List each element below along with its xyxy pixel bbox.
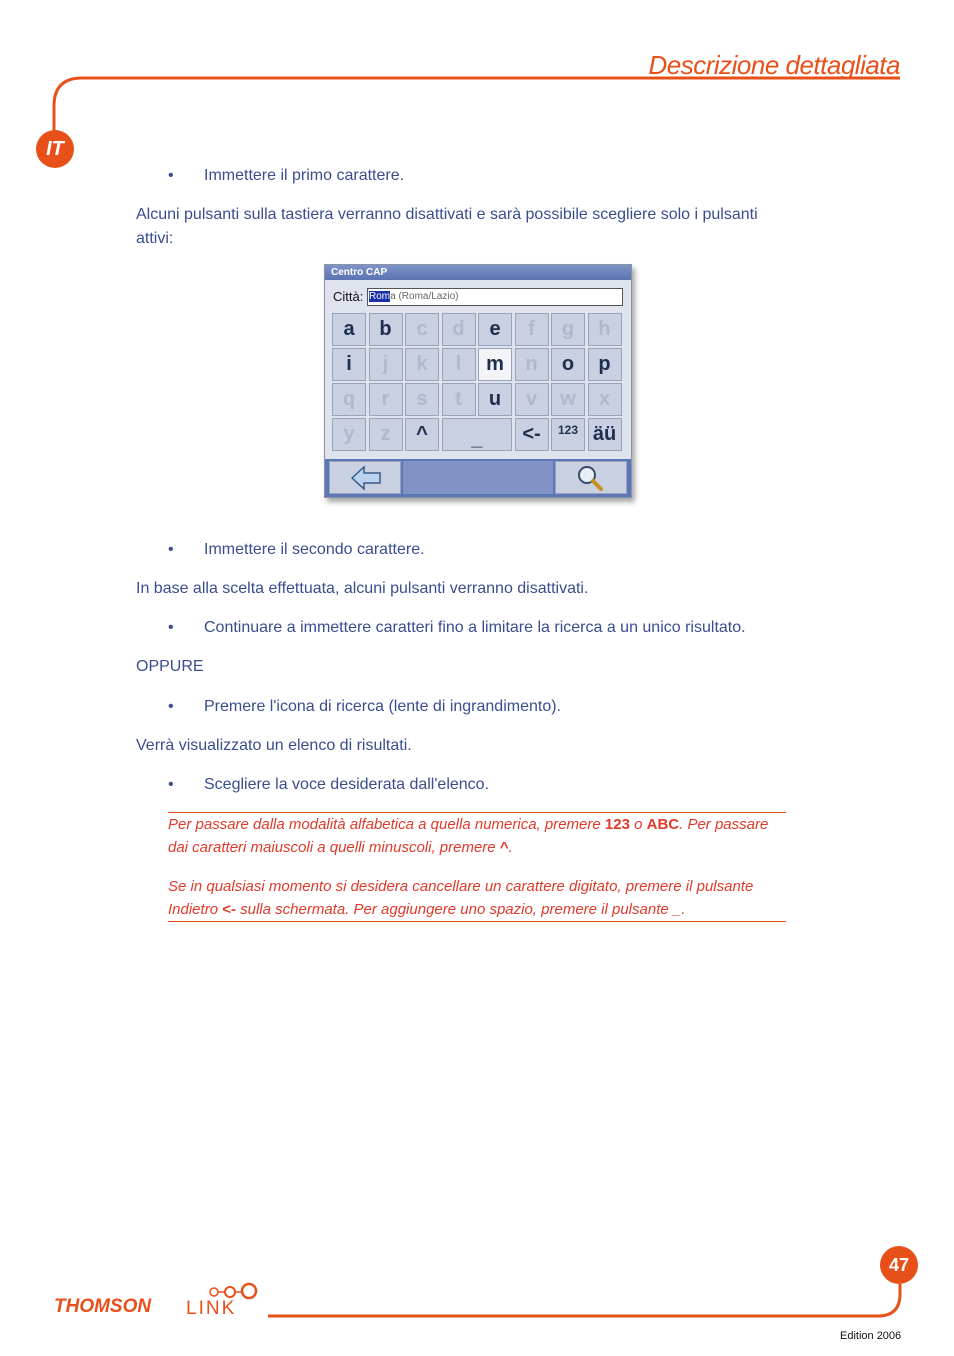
paragraph-1: Alcuni pulsanti sulla tastiera verranno disattivati e sarà possibile scegliere solo i pulsanti attivi: bbox=[136, 206, 758, 247]
back-arrow-icon bbox=[330, 462, 400, 493]
key-27[interactable]: _ bbox=[442, 418, 513, 451]
key-6[interactable]: g bbox=[551, 313, 585, 346]
bullet-dot: • bbox=[168, 698, 174, 715]
page-title: Descrizione dettagliata bbox=[648, 50, 900, 80]
key-4[interactable]: e bbox=[478, 313, 512, 346]
key-9[interactable]: j bbox=[369, 348, 403, 381]
key-23[interactable]: x bbox=[588, 383, 622, 416]
paragraph-3: Verrà visualizzato un elenco di risultati. bbox=[136, 737, 412, 754]
key-3[interactable]: d bbox=[442, 313, 476, 346]
search-button[interactable] bbox=[555, 461, 627, 494]
oppure-text: OPPURE bbox=[136, 658, 204, 675]
device-screenshot bbox=[324, 264, 632, 498]
bullet-text: Premere l'icona di ricerca (lente di ingrandimento). bbox=[204, 698, 561, 715]
key-7[interactable]: h bbox=[588, 313, 622, 346]
paragraph-2: In base alla scelta effettuata, alcuni pulsanti verranno disattivati. bbox=[136, 580, 589, 597]
key-12[interactable]: m bbox=[478, 348, 512, 381]
key-28[interactable]: <- bbox=[515, 418, 549, 451]
device-title-bar: Centro CAP bbox=[325, 265, 631, 280]
key-15[interactable]: p bbox=[588, 348, 622, 381]
language-badge: IT bbox=[36, 130, 74, 168]
bullet-text: Continuare a immettere caratteri fino a limitare la ricerca a un unico risultato. bbox=[204, 619, 746, 636]
key-11[interactable]: l bbox=[442, 348, 476, 381]
key-26[interactable]: ^ bbox=[405, 418, 439, 451]
bullet-dot: • bbox=[168, 619, 174, 636]
city-input[interactable] bbox=[367, 288, 623, 306]
city-label: Città: bbox=[333, 289, 364, 304]
key-29[interactable]: 123 bbox=[551, 418, 585, 451]
key-13[interactable]: n bbox=[515, 348, 549, 381]
bullet-text: Immettere il primo carattere. bbox=[204, 167, 405, 184]
key-1[interactable]: b bbox=[369, 313, 403, 346]
device-bottom-bar bbox=[325, 459, 631, 497]
key-19[interactable]: t bbox=[442, 383, 476, 416]
edition-text: Edition 2006 bbox=[840, 1330, 902, 1342]
city-input-selection: Rom bbox=[369, 291, 391, 302]
key-10[interactable]: k bbox=[405, 348, 439, 381]
key-21[interactable]: v bbox=[515, 383, 549, 416]
key-18[interactable]: s bbox=[405, 383, 439, 416]
key-14[interactable]: o bbox=[551, 348, 585, 381]
key-17[interactable]: r bbox=[369, 383, 403, 416]
thomson-logo: THOMSON bbox=[54, 1296, 152, 1317]
bullet-text: Immettere il secondo carattere. bbox=[204, 541, 425, 558]
bullet-dot: • bbox=[168, 541, 174, 558]
magnifier-icon bbox=[556, 462, 626, 493]
key-16[interactable]: q bbox=[332, 383, 366, 416]
key-30[interactable]: äü bbox=[588, 418, 622, 451]
key-20[interactable]: u bbox=[478, 383, 512, 416]
link-logo: LINK bbox=[186, 1298, 237, 1319]
note-paragraph-1: Per passare dalla modalità alfabetica a quella numerica, premere 123 o ABC. Per passare dai caratteri maiuscoli a quelli minuscoli, premere ^. bbox=[168, 816, 769, 856]
city-input-suggestion: a (Roma/Lazio) bbox=[390, 291, 459, 302]
bullet-dot: • bbox=[168, 776, 174, 793]
note-paragraph-2: Se in qualsiasi momento si desidera cancellare un carattere digitato, premere il pulsante Indietro <- sulla schermata. Per aggiungere uno spazio, premere il pulsante _. bbox=[168, 878, 754, 918]
key-22[interactable]: w bbox=[551, 383, 585, 416]
bullet-dot: • bbox=[168, 167, 174, 184]
key-24[interactable]: y bbox=[332, 418, 366, 451]
key-5[interactable]: f bbox=[515, 313, 549, 346]
key-25[interactable]: z bbox=[369, 418, 403, 451]
note-box bbox=[168, 812, 786, 922]
key-2[interactable]: c bbox=[405, 313, 439, 346]
bullet-text: Scegliere la voce desiderata dall'elenco. bbox=[204, 776, 490, 793]
key-8[interactable]: i bbox=[332, 348, 366, 381]
page-number-badge: 47 bbox=[880, 1246, 918, 1284]
empty-button bbox=[403, 461, 553, 494]
on-screen-keyboard bbox=[332, 313, 624, 453]
key-0[interactable]: a bbox=[332, 313, 366, 346]
back-button[interactable] bbox=[329, 461, 401, 494]
